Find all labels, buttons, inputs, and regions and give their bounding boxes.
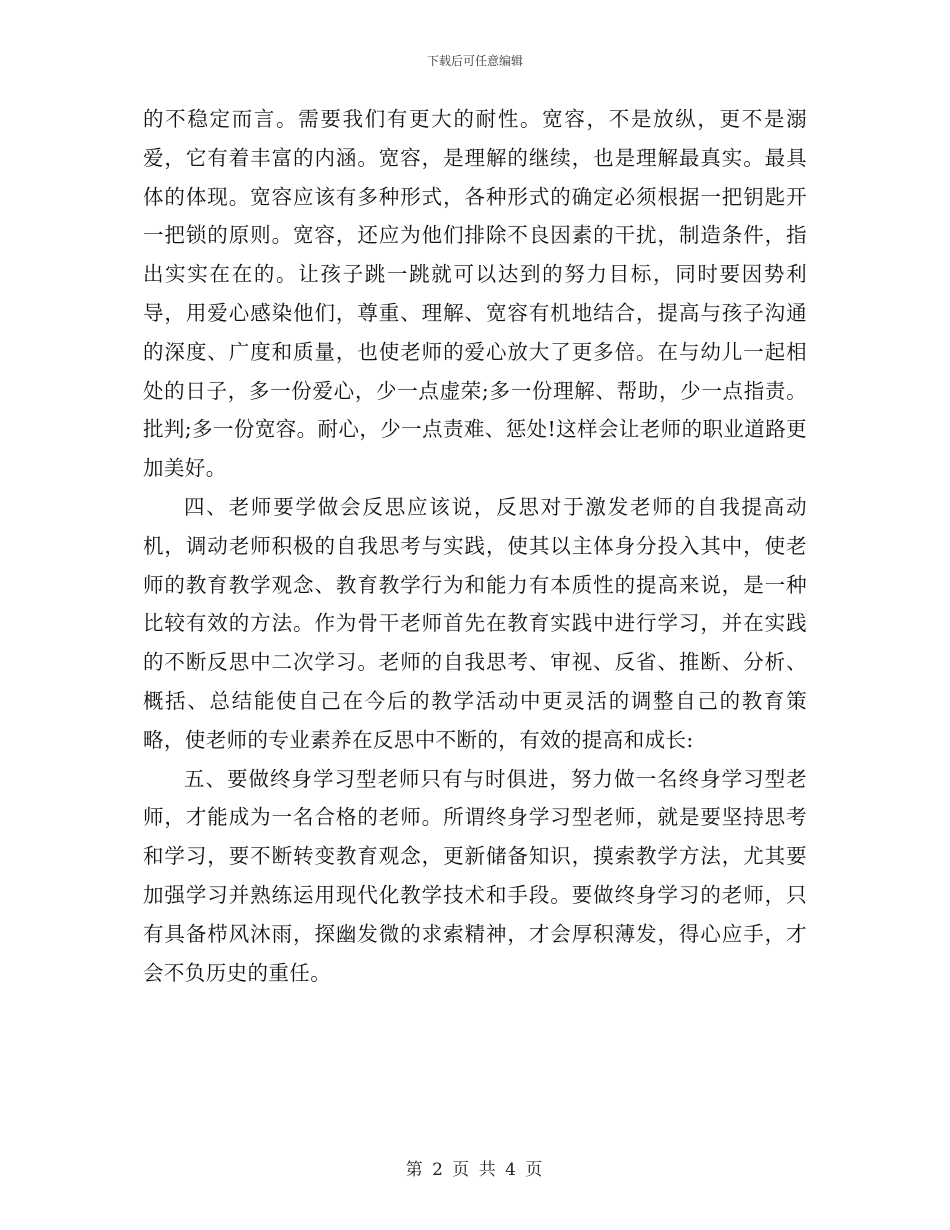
header-note: 下载后可任意编辑 [426, 54, 523, 68]
page-number-footer: 第 2 页 共 4 页 [405, 1160, 545, 1180]
paragraph-lifelong-learning: 五、要做终身学习型老师只有与时俱进，努力做一名终身学习型老师，才能成为一名合格的老师。所谓终身学习型老师，就是要坚持思考和学习，要不断转变教育观念，更新储备知识，摸索教学方法，尤其要加强学习并熟练运用现代化教学技术和手段。要做终身学习的老师，只有具备栉风沐雨，探幽发微的求索精神，才会厚积薄发，得心应手，才会不负历史的重任。 [143, 766, 807, 985]
document-body [143, 100, 807, 992]
paragraph-continuation: 的不稳定而言。需要我们有更大的耐性。宽容，不是放纵，更不是溺爱，它有着丰富的内涵。宽容，是理解的继续，也是理解最真实。最具体的体现。宽容应该有多种形式，各种形式的确定必须根据一把钥匙开一把锁的原则。宽容，还应为他们排除不良因素的干扰，制造条件，指出实实在在的。让孩子跳一跳就可以达到的努力目标，同时要因势利导，用爱心感染他们，尊重、理解、宽容有机地结合，提高与孩子沟通的深度、广度和质量，也使老师的爱心放大了更多倍。在与幼儿一起相处的日子，多一份爱心，少一点虚荣;多一份理解、帮助，少一点指责。批判;多一份宽容。耐心，少一点责难、惩处!这样会让老师的职业道路更加美好。 [143, 107, 807, 481]
paragraph-reflection: 四、老师要学做会反思应该说，反思对于激发老师的自我提高动机，调动老师积极的自我思考与实践，使其以主体身分投入其中，使老师的教育教学观念、教育教学行为和能力有本质性的提高来说，是一种比较有效的方法。作为骨干老师首先在教育实践中进行学习，并在实践的不断反思中二次学习。老师的自我思考、审视、反省、推断、分析、概括、总结能使自己在今后的教学活动中更灵活的调整自己的教育策略，使老师的专业素养在反思中不断的，有效的提高和成长: [143, 494, 807, 752]
